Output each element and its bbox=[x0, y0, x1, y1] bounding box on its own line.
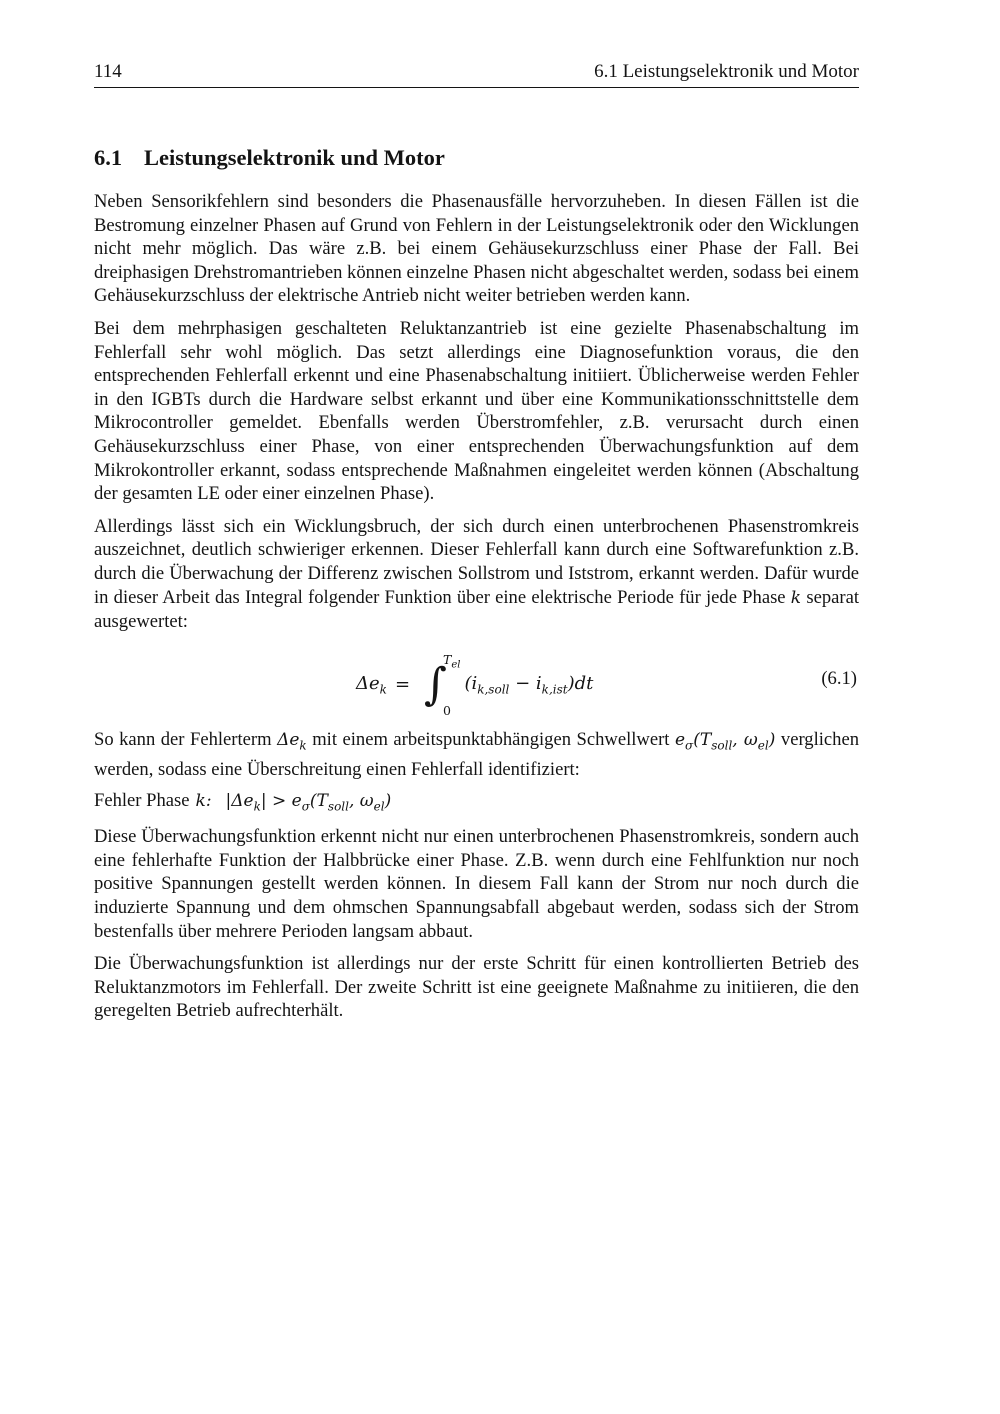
fault-condition bbox=[94, 789, 859, 819]
equation-body bbox=[356, 652, 593, 718]
condition-expr: $|\Delta e_k| > e_\sigma(T_{soll}$, $\omega_{el}$) bbox=[225, 791, 392, 814]
eq-lhs: $\Delta e_k$ bbox=[356, 672, 387, 697]
phase-variable: k bbox=[790, 587, 802, 608]
lower-limit: 0 bbox=[442, 702, 451, 718]
paragraph-5: Diese Überwachungsfunktion erkennt nicht nur einen unterbrochenen Phasenstromkreis, sondern auch eine fehlerhafte Funktion der Halbbrücke einer Phase. Z.B. wenn durch eine Fehlfunktion nur noch positive Spannungen gestellt werden können. In diesem Fall kann der Strom nur noch durch die induzierte Spannung und dem ohmschen Spannungsabfall abgebaut werden, sodass sich der Strom bestenfalls über mehrere Perioden langsam abbaut. bbox=[94, 826, 859, 942]
running-title: 6.1 Leistungselektronik und Motor bbox=[594, 61, 859, 82]
integrand: $(i_{k,soll} - i_{k,ist})dt$ bbox=[464, 672, 594, 697]
section-heading bbox=[94, 143, 445, 173]
equation-6-1 bbox=[94, 646, 859, 720]
section-title: Leistungselektronik und Motor bbox=[144, 145, 445, 170]
integral-limits bbox=[443, 652, 460, 718]
paragraph-2: Bei dem mehrphasigen geschalteten Reluktanzantrieb ist eine gezielte Phasenabschaltung im Fehlerfall sehr wohl möglich. Das setzt allerdings eine Diagnosefunktion voraus, die den entsprechenden Fehlerfall erkennt und eine Phasenabschaltung initiiert. Üblicherweise werden Fehler in den IGBTs durch die Hardware selbst erkannt und über eine Kommunikationsschnittstelle dem Mikrocontroller gemeldet. Ebenfalls werden Überstromfehler, z.B. verursacht durch einen Gehäusekurzschluss einer Phase, von einer entsprechenden Überwachungsfunktion auf dem Mikrokontroller erkannt, sodass entsprechende Maßnahmen eingeleitet werden können (Abschaltung der gesamten LE oder einer einzelnen Phase). bbox=[94, 317, 859, 505]
threshold-inline: $e_\sigma(T_{soll}$, $\omega_{el}$) bbox=[674, 729, 776, 753]
paragraph-1: Neben Sensorikfehlern sind besonders die Phasenausfälle hervorzuheben. In diesen Fällen ist die Bestromung einzelner Phasen auf Grund von Fehlern in der Leistungselektronik oder den Wicklungen nicht mehr möglich. Das wäre z.B. bei einem Gehäusekurzschluss einer Phase der Fall. Bei dreiphasigen Drehstromantrieben können einzelne Phasen nicht abgeschaltet werden, sodass bei einem Gehäusekurzschluss der elektrische Antrieb nicht weiter betrieben werden kann. bbox=[94, 191, 859, 307]
delta-e-inline: $\Delta e_k$ bbox=[277, 729, 307, 753]
paragraph-3-end: separat ausgewertet: bbox=[94, 586, 859, 633]
condition-var: k: bbox=[195, 791, 212, 812]
paragraph-3 bbox=[94, 515, 859, 634]
equation-number: (6.1) bbox=[821, 667, 857, 689]
upper-limit: $T_{el}$ bbox=[442, 651, 461, 671]
page-header bbox=[94, 60, 859, 88]
paragraph-3-text: Allerdings lässt sich ein Wicklungsbruch, der sich durch einen unterbrochenen Phasenstromkreis auszeichnet, deutlich schwieriger erkennen. Dieser Fehlerfall kann durch eine Softwarefunktion z.B. durch die Überwachung der Differenz zwischen Sollstrom und Iststrom, erkannt werden. Dafür wurde in dieser Arbeit das Integral folgender Funktion über eine elektrische Periode für jede Phase bbox=[94, 515, 859, 608]
paragraph-4: So kann der Fehlerterm $\Delta e_k$ mit einem arbeitspunktabhängigen Schwellwert $e_\sigma(T_{soll}$, $\omega_{el}$) verglichen werden, sodass eine Überschreitung einen Fehlerfall identifiziert: bbox=[94, 728, 860, 780]
paragraph-6: Die Überwachungsfunktion ist allerdings nur der erste Schritt für einen kontrollierten Betrieb des Reluktanzmotors im Fehlerfall. Der zweite Schritt ist eine geeignete Maßnahme zu initiieren, die den geregelten Betrieb aufrechterhält. bbox=[94, 953, 859, 1022]
eq-equals: = bbox=[394, 674, 411, 696]
condition-label: Fehler Phase bbox=[94, 790, 190, 812]
body-text bbox=[94, 190, 859, 1023]
page-number: 114 bbox=[94, 61, 122, 82]
section-number: 6.1 bbox=[94, 145, 123, 170]
integral-sign: ∫ bbox=[424, 658, 447, 710]
